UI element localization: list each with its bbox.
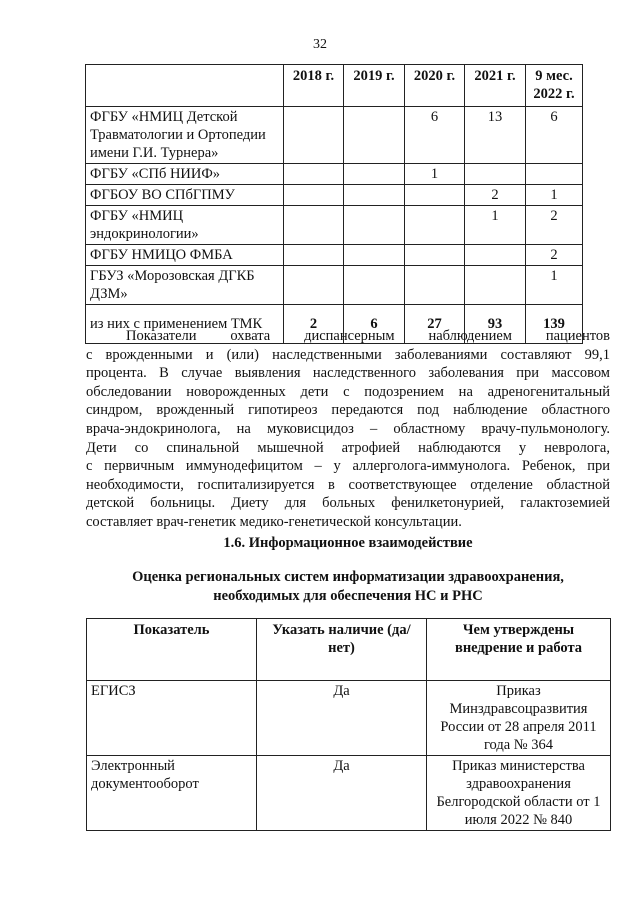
- cell-2019: [344, 266, 405, 305]
- table-row: [86, 266, 583, 305]
- total-2020: 27: [405, 305, 465, 344]
- row-name: ГБУЗ «Морозовская ДГКБ ДЗМ»: [86, 266, 284, 305]
- cell-2018: [284, 107, 344, 164]
- table-title-line-2: необходимых для обеспечения НС и РНС: [213, 587, 483, 604]
- cell-2018: [284, 164, 344, 185]
- paragraph-line: с врожденными и (или) наследственными заболеваниями составляют 99,1: [86, 346, 610, 363]
- cell-2020: 6: [405, 107, 465, 164]
- cell-2019: [344, 107, 405, 164]
- cell-2021: 2: [465, 185, 526, 206]
- cell-approval: Приказ министерства здравоохранения Белгородской области от 1 июля 2022 № 840: [427, 756, 611, 831]
- paragraph-line: необходимости, госпитализируется в соответствующее отделение областной: [86, 476, 610, 493]
- row-name: ФГБУ «НМИЦ эндокринологии»: [86, 206, 284, 245]
- total-row-name: из них с применением ТМК: [86, 305, 284, 344]
- paragraph-line: Дети со спинальной мышечной атрофией наблюдаются у невролога,: [86, 439, 610, 456]
- paragraph-line: врача-эндокринолога, на муковисцидоз – областному врачу-пульмонологу.: [86, 420, 610, 437]
- cell-2019: [344, 245, 405, 266]
- cell-2021: 1: [465, 206, 526, 245]
- header-cell-2021: 2021 г.: [465, 65, 526, 107]
- cell-2021: [465, 164, 526, 185]
- cell-2021: [465, 245, 526, 266]
- cell-2020: [405, 245, 465, 266]
- table-row: [86, 245, 583, 266]
- total-2021: 93: [465, 305, 526, 344]
- total-2022: 139: [526, 305, 583, 344]
- header-cell-2022: 9 мес. 2022 г.: [526, 65, 583, 107]
- cell-2018: [284, 185, 344, 206]
- cell-2019: [344, 206, 405, 245]
- table-header-row: [86, 65, 583, 107]
- cell-presence: Да: [257, 756, 427, 831]
- cell-2020: [405, 266, 465, 305]
- cell-2020: 1: [405, 164, 465, 185]
- table-header-row: [87, 619, 611, 681]
- cell-2019: [344, 164, 405, 185]
- cell-2018: [284, 266, 344, 305]
- cell-2022: 1: [526, 266, 583, 305]
- cell-2018: [284, 245, 344, 266]
- header-cell-2020: 2020 г.: [405, 65, 465, 107]
- header-approval: Чем утверждены внедрение и работа: [427, 619, 611, 681]
- table-title: [0, 568, 640, 605]
- cell-indicator: Электронный документооборот: [87, 756, 257, 831]
- informatization-table: [86, 618, 611, 831]
- paragraph-line: процента. В случае выявления наследственного заболевания при массовом: [86, 365, 610, 382]
- total-2018: 2: [284, 305, 344, 344]
- header-indicator: Показатель: [87, 619, 257, 681]
- cell-2019: [344, 185, 405, 206]
- cell-2022: 2: [526, 206, 583, 245]
- page-number: 32: [313, 37, 327, 52]
- header-cell-2018: 2018 г.: [284, 65, 344, 107]
- paragraph-line: составляет врач-генетик медико-генетической консультации.: [86, 513, 462, 530]
- paragraph-line: обследовании новорожденных дети с подозрением на адреногенитальный: [86, 383, 610, 400]
- cell-2022: 2: [526, 245, 583, 266]
- table-row: [86, 206, 583, 245]
- header-cell-2019: 2019 г.: [344, 65, 405, 107]
- paragraph-line: с первичным иммунодефицитом – у аллерголога-иммунолога. Ребенок, при: [86, 458, 610, 475]
- table-row: [87, 681, 611, 756]
- cell-2018: [284, 206, 344, 245]
- cell-2020: [405, 185, 465, 206]
- cell-approval: Приказ Минздравсоцразвития России от 28 апреля 2011 года № 364: [427, 681, 611, 756]
- cell-2022: 1: [526, 185, 583, 206]
- table-title-line-1: Оценка региональных систем информатизации здравоохранения,: [132, 569, 564, 585]
- dispensary-paragraph: [86, 327, 610, 532]
- cell-2022: [526, 164, 583, 185]
- row-name: ФГБУ НМИЦО ФМБА: [86, 245, 284, 266]
- table-row: [86, 107, 583, 164]
- paragraph-line: детской больницы. Диету для больных фенилкетонурией, галактоземией: [86, 495, 610, 512]
- table-row: [86, 164, 583, 185]
- paragraph-line: синдром, врожденный гипотиреоз передаются под наблюдение областного: [86, 402, 610, 419]
- row-name: ФГБУ «НМИЦ Детской Травматологии и Ортопедии имени Г.И. Турнера»: [86, 107, 284, 164]
- row-name: ФГБОУ ВО СПбГПМУ: [86, 185, 284, 206]
- cell-2020: [405, 206, 465, 245]
- paragraph-line: Показатели охвата диспансерным наблюдением пациентов: [126, 328, 610, 344]
- header-cell-empty: [86, 65, 284, 107]
- table-row: [87, 756, 611, 831]
- ttk-consultations-table: [85, 64, 583, 344]
- row-name: ФГБУ «СПб НИИФ»: [86, 164, 284, 185]
- section-title: 1.6. Информационное взаимодействие: [223, 535, 473, 551]
- cell-presence: Да: [257, 681, 427, 756]
- cell-indicator: ЕГИСЗ: [87, 681, 257, 756]
- cell-2022: 6: [526, 107, 583, 164]
- cell-2021: [465, 266, 526, 305]
- header-presence: Указать наличие (да/нет): [257, 619, 427, 681]
- table-row: [86, 185, 583, 206]
- cell-2021: 13: [465, 107, 526, 164]
- total-2019: 6: [344, 305, 405, 344]
